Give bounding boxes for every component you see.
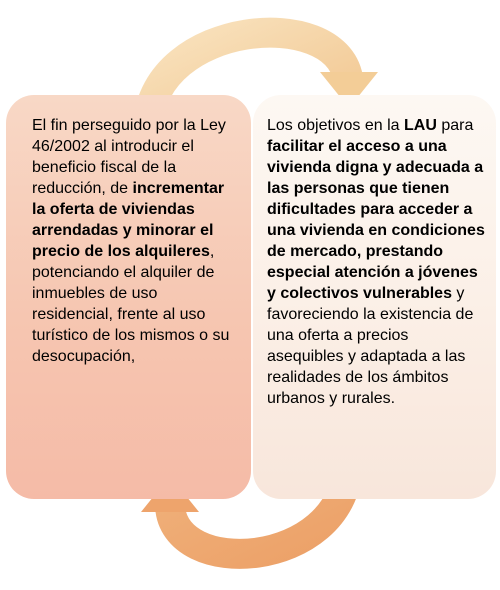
left-text-box: [6, 95, 251, 499]
right-text-box: [253, 95, 496, 499]
right-bold-1: LAU: [403, 117, 437, 134]
left-text-1: El fin perseguido por la Ley 46/2002 al introducir el beneficio fiscal de la reducción, de: [32, 117, 226, 197]
right-text-1: Los objetivos en la: [267, 117, 404, 134]
right-text-3: y favoreciendo la existencia de una oferta a precios asequibles y adaptada a las realidades de los ámbitos urbanos y rurales.: [267, 285, 474, 407]
right-text-2: para: [436, 117, 474, 134]
left-box-text: [32, 115, 233, 367]
right-bold-2: facilitar el acceso a una vivienda digna y adecuada a las personas que tienen dificultades para acceder a una vivienda en condiciones de mercado, prestando especial atención a jóvenes y colectivos vulnerables: [267, 138, 485, 302]
left-text-2: , potenciando el alquiler de inmuebles de uso residencial, frente al uso turístico de los mismos o su desocupación,: [32, 243, 230, 365]
left-bold-1: incrementar la oferta de viviendas arrendadas y minorar el precio de los alquileres: [32, 180, 225, 260]
right-box-text: [267, 115, 488, 409]
